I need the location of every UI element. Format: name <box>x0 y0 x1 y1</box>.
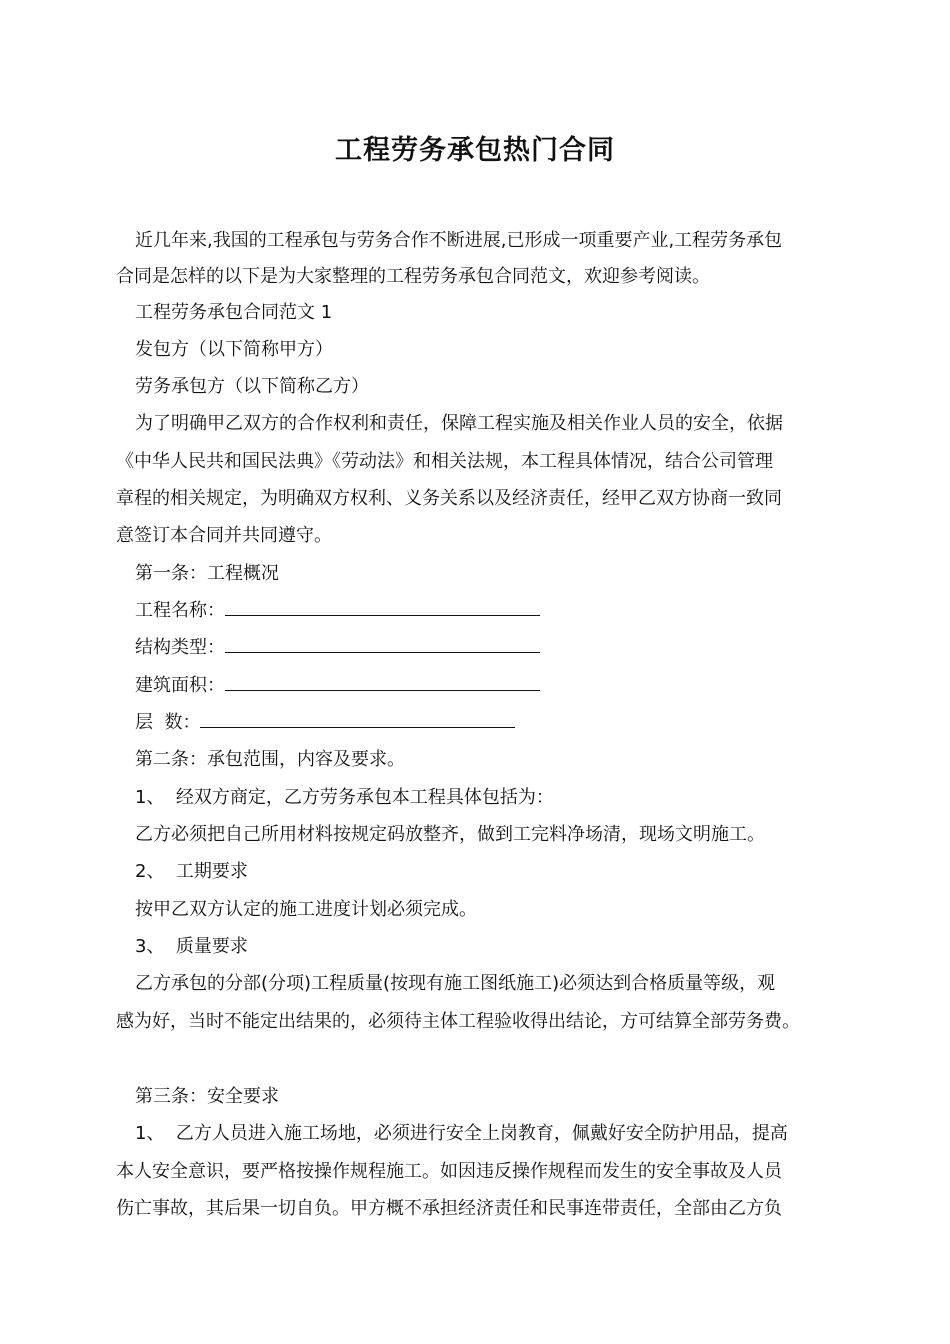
building-area-blank <box>225 676 540 691</box>
preamble-line-2: 《中华人民共和国民法典》《劳动法》和相关法规，本工程具体情况，结合公司管理 <box>116 451 773 472</box>
building-area-row <box>116 667 865 705</box>
safety-paragraph-line-3: 伤亡事故，其后果一切自负。甲方概不承担经济责任和民事连带责任，全部由乙方负 <box>116 1198 782 1219</box>
article-2-item-3: 3、 质量要求 <box>135 936 248 957</box>
party-a-line: 发包方（以下简称甲方） <box>135 339 333 360</box>
structure-type-label: 结构类型： <box>135 637 225 658</box>
party-b-line: 劳务承包方（以下简称乙方） <box>135 376 369 397</box>
article-2-heading: 第二条：承包范围，内容及要求。 <box>135 749 405 770</box>
article-2-item-2-detail: 按甲乙双方认定的施工进度计划必须完成。 <box>135 899 477 920</box>
safety-paragraph-line-2: 本人安全意识，要严格按操作规程施工。如因违反操作规程而发生的安全事故及人员 <box>116 1161 782 1182</box>
preamble-line-1: 为了明确甲乙双方的合作权利和责任，保障工程实施及相关作业人员的安全，依据 <box>135 413 783 434</box>
article-2-item-1: 1、 经双方商定，乙方劳务承包本工程具体包括为： <box>135 787 554 808</box>
quality-paragraph-line-1: 乙方承包的分部(分项)工程质量(按现有施工图纸施工)必须达到合格质量等级，观 <box>135 973 776 994</box>
article-2-item-1-detail: 乙方必须把自己所用材料按规定码放整齐，做到工完料净场清，现场文明施工。 <box>135 824 765 845</box>
article-2-item-2: 2、 工期要求 <box>135 861 248 882</box>
floors-label: 层 数： <box>135 712 201 733</box>
quality-paragraph-line-2: 感为好，当时不能定出结果的，必须待主体工程验收得出结论，方可结算全部劳务费。 <box>116 1011 800 1032</box>
intro-paragraph-line-1: 近几年来,我国的工程承包与劳务合作不断进展,已形成一项重要产业,工程劳务承包 <box>135 230 783 251</box>
sample-heading: 工程劳务承包合同范文 1 <box>135 302 333 323</box>
preamble-line-3: 章程的相关规定，为明确双方权利、义务关系以及经济责任，经甲乙双方协商一致同 <box>116 488 782 509</box>
article-3-heading: 第三条：安全要求 <box>135 1086 279 1107</box>
building-area-label: 建筑面积： <box>135 675 225 696</box>
document-title: 工程劳务承包热门合同 <box>335 135 615 166</box>
floors-row <box>116 704 865 742</box>
intro-paragraph-line-2: 合同是怎样的以下是为大家整理的工程劳务承包合同范文，欢迎参考阅读。 <box>116 266 710 287</box>
preamble-line-4: 意签订本合同并共同遵守。 <box>116 525 332 546</box>
project-name-label: 工程名称： <box>135 600 225 621</box>
project-name-blank <box>225 601 540 616</box>
project-name-row <box>116 592 865 630</box>
floors-blank <box>200 713 515 728</box>
structure-type-blank <box>225 638 540 653</box>
article-1-heading: 第一条：工程概况 <box>135 563 279 584</box>
structure-type-row <box>116 629 865 667</box>
safety-paragraph-line-1: 1、 乙方人员进入施工场地，必须进行安全上岗教育，佩戴好安全防护用品，提高 <box>135 1123 788 1144</box>
